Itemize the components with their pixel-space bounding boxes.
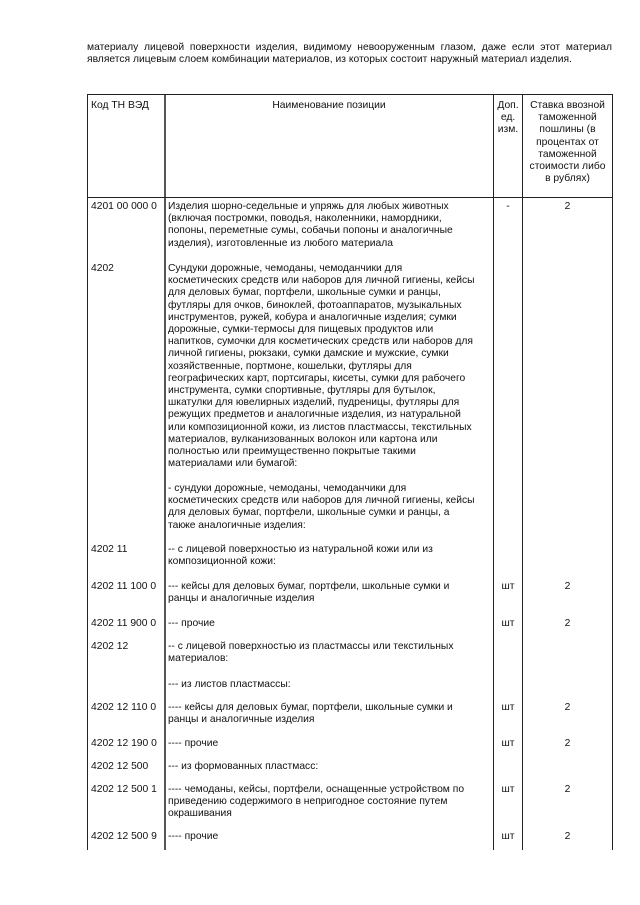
table-row-name: -- с лицевой поверхностью из натуральной кожи или из композиционной кожи: (168, 544, 433, 568)
header-name: Наименование позиции (272, 100, 386, 111)
table-row-rate: 2 (564, 784, 571, 795)
table-row-name: Изделия шорно-седельные и упряжь для любых животных (включая постромки, поводья, наколенники, намордники, попоны, переметные сумы, собачьи попоны и аналогичные изделия), изготовленные из любого материала (168, 201, 453, 249)
table-row-name: ---- чемоданы, кейсы, портфели, оснащенные устройством по приведению содержимого в непригодное состояние путем окрашивания (168, 784, 465, 820)
table-row-code: 4202 11 100 0 (91, 581, 157, 592)
table-row-code: 4202 (91, 263, 114, 274)
table-row-name: --- прочие (168, 618, 215, 629)
table-row-rate: 2 (564, 831, 571, 842)
table-row-unit: шт (501, 738, 515, 749)
table-row-unit: шт (501, 618, 515, 629)
table-row-name: --- из листов пластмассы: (168, 679, 291, 690)
table-row-name: Сундуки дорожные, чемоданы, чемоданчики для косметических средств или наборов для личной гигиены, кейсы для деловых бумаг, портфели, школьные сумки и ранцы, футляры для очков, биноклей, фотоаппаратов, музыкальных инструментов, ружей, кобура и аналогичные изделия; сумки дорожные, сумки-термосы для пищевых продуктов или напитков, сумочки для косметических средств или наборов для личной гигиены, рюкзаки, сумки дамские и мужские, сумки хозяйственные, портмоне, кошельки, футляры для географических карт, портсигары, кисеты, сумки для рабочего инструмента, сумки спортивные, футляры для бутылок, шкатулки для ювелирных изделий, пудреницы, футляры для режущих предметов и аналогичные изделия, из натуральной или композиционной кожи, из листов пластмассы, текстильных материалов, вулканизованных волокон или картона или полностью или преимущественно покрытые такими материалами или бумагой: (168, 263, 475, 470)
table-row-code: 4201 00 000 0 (91, 201, 157, 212)
header-rate: Ставка ввозной таможенной пошлины (в процентах от таможенной стоимости либо в рублях) (529, 100, 606, 185)
table-row-unit: шт (501, 831, 515, 842)
table-row-code: 4202 12 500 9 (91, 831, 157, 842)
table-row-name: ---- прочие (168, 831, 219, 842)
intro-paragraph: материалу лицевой поверхности изделия, видимому невооруженным глазом, даже если этот материал является лицевым слоем комбинации материалов, из которых состоит наружный материал изделия. (87, 42, 612, 66)
table-row-name: - сундуки дорожные, чемоданы, чемоданчики для косметических средств или наборов для личной гигиены, кейсы для деловых бумаг, портфели, школьные сумки и ранцы, а также аналогичные изделия: (168, 483, 475, 531)
table-row-code: 4202 12 500 (91, 761, 149, 772)
table-row-code: 4202 12 190 0 (91, 738, 157, 749)
table-row-code: 4202 12 500 1 (91, 784, 157, 795)
table-row-unit: шт (501, 581, 515, 592)
table-row-name: -- с лицевой поверхностью из пластмассы или текстильных материалов: (168, 641, 454, 665)
table-row-name: ---- прочие (168, 738, 219, 749)
table-row-name: --- кейсы для деловых бумаг, портфели, школьные сумки и ранцы и аналогичные изделия (168, 581, 450, 605)
table-row-unit: - (506, 201, 510, 212)
table-row-rate: 2 (564, 702, 571, 713)
header-divider (88, 197, 612, 198)
header-code: Код ТН ВЭД (91, 100, 149, 111)
table-row-rate: 2 (564, 581, 571, 592)
table-row-name: --- из формованных пластмасс: (168, 761, 319, 772)
header-unit: Доп. ед. изм. (497, 100, 519, 136)
table-row-code: 4202 11 900 0 (91, 618, 157, 629)
table-row-unit: шт (501, 784, 515, 795)
tariff-table (87, 94, 613, 850)
table-row-rate: 2 (564, 618, 571, 629)
table-row-rate: 2 (564, 738, 571, 749)
table-row-code: 4202 11 (91, 544, 128, 555)
table-row-code: 4202 12 110 0 (91, 702, 157, 713)
table-row-rate: 2 (564, 201, 571, 212)
table-row-name: ---- кейсы для деловых бумаг, портфели, школьные сумки и ранцы и аналогичные изделия (168, 702, 453, 726)
table-row-code: 4202 12 (91, 641, 129, 652)
table-row-unit: шт (501, 702, 515, 713)
